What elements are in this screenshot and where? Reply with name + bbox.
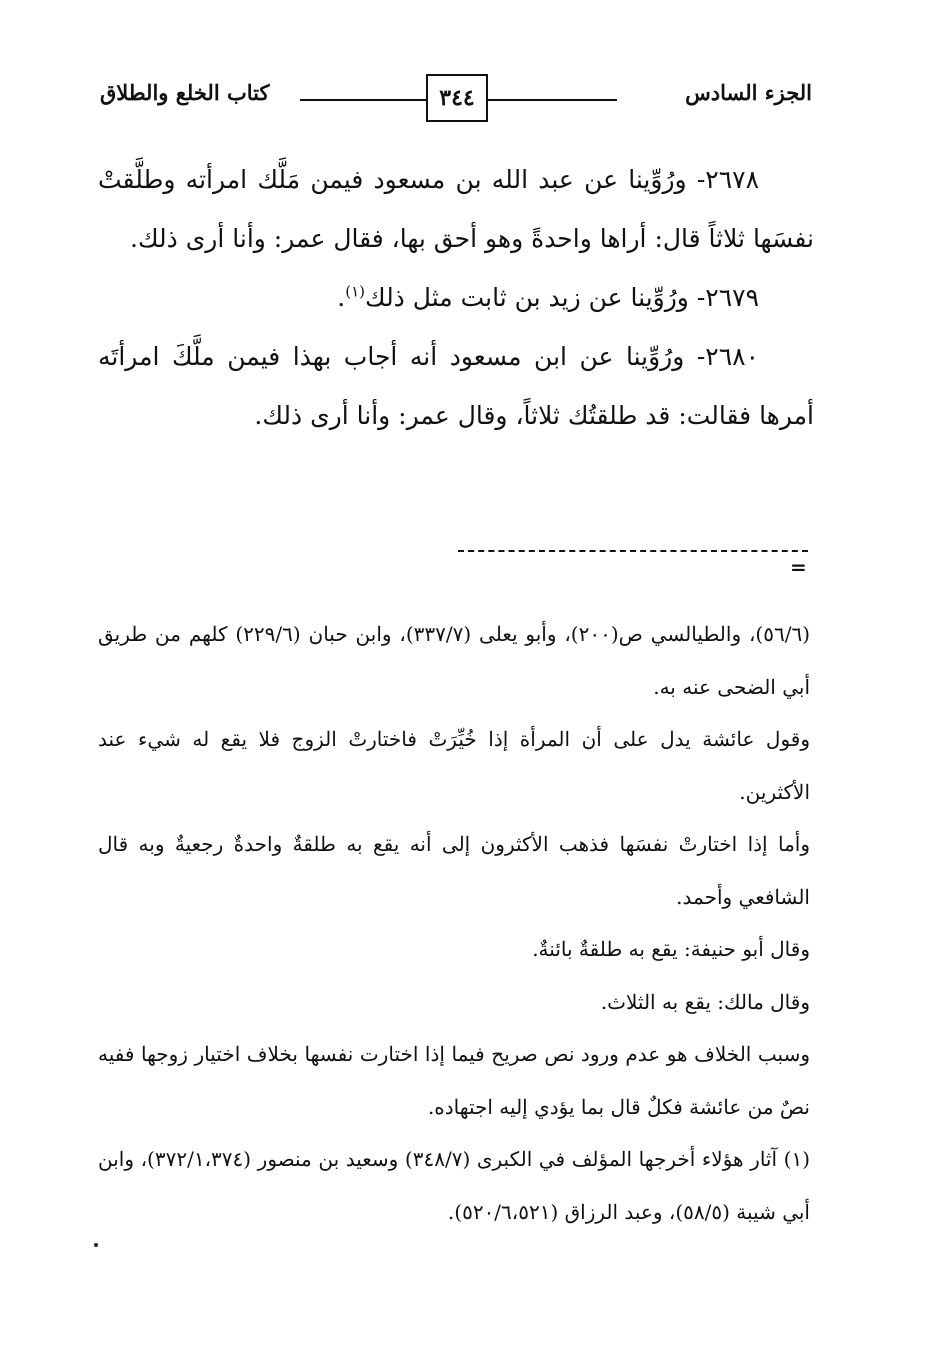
volume-label: الجزء السادس <box>685 80 812 105</box>
page-header <box>100 74 812 124</box>
continuation-mark: = <box>790 555 807 579</box>
footnote-paragraph: وأما إذا اختارتْ نفسَها فذهب الأكثرون إلى أنه يقع به طلقةٌ واحدةٌ رجعيةٌ وبه قال الشافعي وأحمد. <box>98 832 810 909</box>
entry-2680-text: ٢٦٨٠- ورُوِّينا عن ابن مسعود أنه أجاب بهذا فيمن ملَّكَ امرأتَه أمرها فقالت: قد طلقتُك ثلاثاً، وقال عمر: وأنا أرى ذلك. <box>98 342 814 430</box>
entry-2680 <box>98 327 814 445</box>
footnote-paragraph: وقول عائشة يدل على أن المرأة إذا خُيِّرَتْ فاختارتْ الزوج فلا يقع له شيء عند الأكثرين. <box>98 727 810 804</box>
entry-2678-text: ٢٦٧٨- ورُوِّينا عن عبد الله بن مسعود فيمن مَلَّك امرأته وطلَّقتْ نفسَها ثلاثاً قال: أراها واحدةً وهو أحق بها، فقال عمر: وأنا أرى ذلك. <box>98 165 814 253</box>
footnote-paragraph: وسبب الخلاف هو عدم ورود نص صريح فيما إذا اختارت نفسها بخلاف اختيار زوجها ففيه نصٌ من عائشة فكلٌ قال بما يؤدي إليه اجتهاده. <box>98 1042 810 1119</box>
entry-2679-text: ٢٦٧٩- ورُوِّينا عن زيد بن ثابت مثل ذلك <box>365 283 759 312</box>
entry-2678 <box>98 150 814 268</box>
footnote-paragraph: وقال أبو حنيفة: يقع به طلقةٌ بائنةٌ. <box>532 937 810 961</box>
entry-2679-tail: . <box>337 283 346 312</box>
scan-speck <box>94 1243 98 1247</box>
footnote-1: (١) آثار هؤلاء أخرجها المؤلف في الكبرى (٣٤٨/٧) وسعيد بن منصور (٣٧٢/١،٣٧٤)، وابن أبي شيبة (٥٨/٥)، وعبد الرزاق (٥٢٠/٦،٥٢١). <box>98 1147 811 1224</box>
book-title: كتاب الخلع والطلاق <box>100 80 270 105</box>
footnote-paragraph: وقال مالك: يقع به الثلاث. <box>600 989 810 1014</box>
footnote-paragraph: (٥٦/٦)، والطيالسي ص(٢٠٠)، وأبو يعلى (٣٣٧/٧)، وابن حبان (٢٢٩/٦) كلهم من طريق أبي الضحى عنه به. <box>98 622 810 699</box>
main-text <box>98 150 814 445</box>
footnote-separator <box>458 550 808 552</box>
footnote-reference: (١) <box>345 282 365 301</box>
page-number: ٣٤٤ <box>426 74 488 122</box>
entry-2679 <box>98 268 814 327</box>
footnotes <box>98 608 810 1238</box>
